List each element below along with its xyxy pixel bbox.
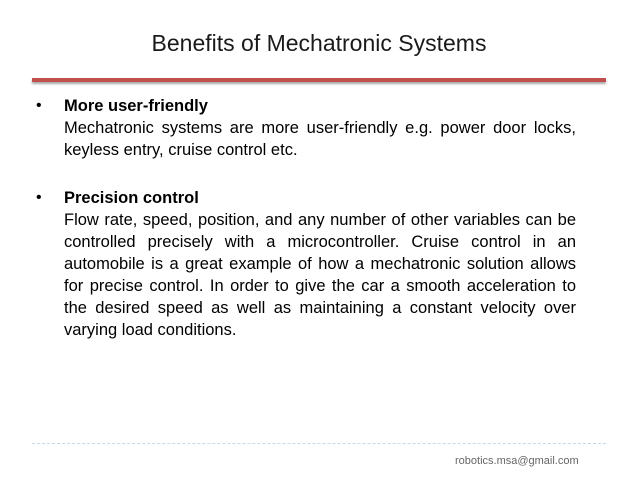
bullet-icon: • (36, 189, 42, 206)
bullet-text: Flow rate, speed, position, and any number of other variables can be controlled precisely with a microcontroller. Cruise control in an automobile is a great example of how a mechatronic solution allows for precise control. In order to give the car a smooth acceleration to the desired speed as well as maintaining a constant velocity over varying load conditions. (64, 211, 576, 339)
footer-email: robotics.msa@gmail.com (455, 455, 579, 467)
bullet-heading: More user-friendly (64, 97, 208, 115)
bullet-text: Mechatronic systems are more user-friendly e.g. power door locks, keyless entry, cruise control etc. (64, 119, 576, 159)
bullet-heading: Precision control (64, 189, 199, 207)
slide-title: Benefits of Mechatronic Systems (151, 30, 487, 56)
footer-divider (32, 443, 606, 444)
title-divider (32, 78, 606, 82)
bullet-user-friendly (36, 95, 576, 161)
bullet-icon: • (36, 97, 42, 114)
bullet-precision-control (36, 187, 576, 341)
